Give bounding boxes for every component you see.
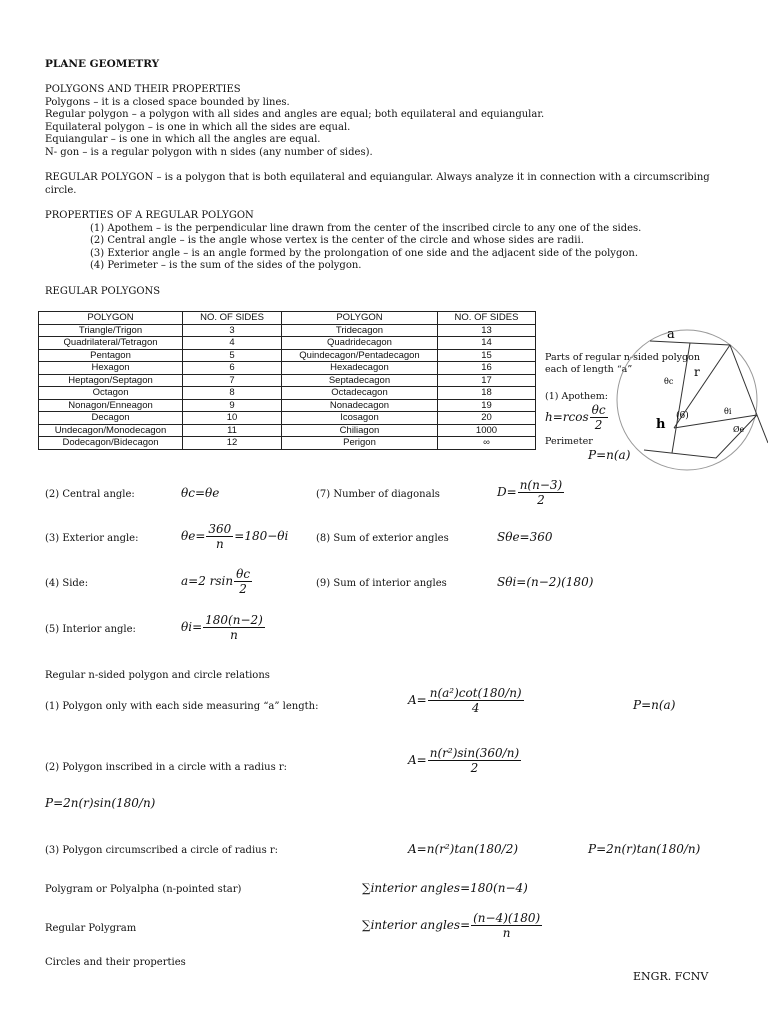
relation-1-perimeter: P=n(a) <box>633 698 676 712</box>
table-cell: Octadecagon <box>282 387 438 400</box>
side-label-a: a <box>667 327 675 342</box>
table-cell: 3 <box>183 324 282 337</box>
table-row <box>39 362 536 375</box>
table-cell: Septadecagon <box>282 374 438 387</box>
property-item: (2) Central angle – is the angle whose vertex is the center of the circle and whose sides are radii. <box>90 235 584 247</box>
side-label: (4) Side: <box>45 578 89 589</box>
table-cell: Quadridecagon <box>282 337 438 350</box>
apothem-label-h: h <box>656 417 666 432</box>
table-cell: Octagon <box>39 387 183 400</box>
table-row <box>39 412 536 425</box>
table-row <box>39 387 536 400</box>
fraction-denominator: n <box>230 628 238 642</box>
perimeter-label: Perimeter <box>545 436 593 447</box>
fraction-numerator: 360 <box>208 522 232 536</box>
interior-angle-label: (5) Interior angle: <box>45 624 136 635</box>
circumscribing-circle <box>617 330 757 470</box>
table-cell: Tridecagon <box>282 324 438 337</box>
table-cell: 1000 <box>437 424 535 437</box>
fraction-denominator: n <box>215 537 224 551</box>
table-cell: ∞ <box>437 437 535 450</box>
relation-3-perimeter: P=2n(r)tan(180/n) <box>588 842 701 856</box>
formula-text: h=rcos <box>545 410 589 424</box>
relation-3-area: A=n(r²)tan(180/2) <box>408 842 519 856</box>
relation-2-perimeter: P=2n(r)sin(180/n) <box>45 796 156 810</box>
table-row <box>39 399 536 412</box>
interior-angle-formula <box>181 613 266 642</box>
fraction-denominator: 2 <box>239 582 247 596</box>
parts-line: Parts of regular n-sided polygon <box>545 352 700 363</box>
formula-text: A= <box>408 753 427 767</box>
table-cell: Quadrilateral/Tetragon <box>39 337 183 350</box>
exterior-angle-label: Øe <box>733 425 745 434</box>
central-angle-formula: θc=θe <box>181 486 220 500</box>
col-header: NO. OF SIDES <box>183 312 282 325</box>
central-angle-label: θc <box>664 377 674 386</box>
table-row <box>39 324 536 337</box>
page-title: PLANE GEOMETRY <box>45 58 160 70</box>
fraction-numerator: n(a²)cot(180/n) <box>429 686 522 700</box>
table-cell: 13 <box>437 324 535 337</box>
definition-line: Regular polygon – a polygon with all sides and angles are equal; both equilateral and equiangular. <box>45 109 545 121</box>
table-row <box>39 349 536 362</box>
sum-interior-formula: Sθi=(n−2)(180) <box>497 575 594 589</box>
table-heading: REGULAR POLYGONS <box>45 286 161 297</box>
col-header: POLYGON <box>282 312 438 325</box>
property-item: (1) Apothem – is the perpendicular line drawn from the center of the inscribed circle to any one of the sides. <box>90 222 642 234</box>
table-cell: 6 <box>183 362 282 375</box>
sum-exterior-formula: Sθe=360 <box>497 530 553 544</box>
definition-line: N- gon – is a regular polygon with n sides (any number of sides). <box>45 146 373 158</box>
formula-text: θi= <box>181 620 203 634</box>
table-cell: Heptagon/Septagon <box>39 374 183 387</box>
table-cell: Hexadecagon <box>282 362 438 375</box>
formula-text: a=2 rsin <box>181 574 234 588</box>
table-cell: 10 <box>183 412 282 425</box>
section-heading: POLYGONS AND THEIR PROPERTIES <box>45 84 241 95</box>
table-cell: 8 <box>183 387 282 400</box>
definition-line: REGULAR POLYGON – is a polygon that is both equilateral and equiangular. Always analyze it in connection with a circumscribing <box>45 172 710 183</box>
table-cell: Undecagon/Monodecagon <box>39 424 183 437</box>
regular-polygon-definition <box>45 172 710 197</box>
table-cell: 14 <box>437 337 535 350</box>
table-cell: Dodecagon/Bidecagon <box>39 437 183 450</box>
table-cell: 19 <box>437 399 535 412</box>
table-cell: 20 <box>437 412 535 425</box>
table-row <box>39 337 536 350</box>
apothem-line <box>672 343 690 453</box>
property-item: (4) Perimeter – is the sum of the sides of the polygon. <box>90 260 362 272</box>
diagonals-formula <box>497 478 565 507</box>
table-cell: Icosagon <box>282 412 438 425</box>
regular-polygram-label: Regular Polygram <box>45 923 137 934</box>
table-cell: 4 <box>183 337 282 350</box>
fraction-numerator: 180(n−2) <box>205 613 263 627</box>
table-cell: 9 <box>183 399 282 412</box>
fraction-denominator: 2 <box>594 418 603 432</box>
section-polygons <box>45 84 544 160</box>
polygon-diagram <box>612 318 768 478</box>
fraction-numerator: (n−4)(180) <box>473 911 541 925</box>
perimeter-formula: P=n(a) <box>588 448 631 462</box>
relation-1-label: (1) Polygon only with each side measuring “a” length: <box>45 701 319 712</box>
relation-2-label: (2) Polygon inscribed in a circle with a radius r: <box>45 762 288 773</box>
table-cell: Nonadecagon <box>282 399 438 412</box>
polygon-sides <box>644 341 757 458</box>
table-cell: Hexagon <box>39 362 183 375</box>
definition-line: Equilateral polygon – is one in which all the sides are equal. <box>45 121 351 133</box>
section-heading: PROPERTIES OF A REGULAR POLYGON <box>45 210 254 221</box>
property-item: (3) Exterior angle – is an angle formed by the prolongation of one side and the adjacent side of the polygon. <box>90 247 638 259</box>
interior-angle-label: θi <box>724 407 732 416</box>
exterior-angle-label: (3) Exterior angle: <box>45 533 139 544</box>
table-cell: 11 <box>183 424 282 437</box>
circle-relations-heading: Regular n-sided polygon and circle relations <box>45 670 270 681</box>
relation-1-area <box>408 686 525 715</box>
table-cell: 15 <box>437 349 535 362</box>
col-header: NO. OF SIDES <box>437 312 535 325</box>
table-cell: Quindecagon/Pentadecagon <box>282 349 438 362</box>
apothem-formula <box>545 403 609 432</box>
parts-line: each of length “a” <box>545 364 633 375</box>
label-six: (6) <box>676 411 689 421</box>
circles-heading: Circles and their properties <box>45 957 186 968</box>
formula-text: ∑interior angles= <box>362 918 471 932</box>
exterior-angle-formula <box>181 522 288 551</box>
table-cell: Chiliagon <box>282 424 438 437</box>
definition-line: circle. <box>45 184 77 196</box>
relation-3-label: (3) Polygon circumscribed a circle of radius r: <box>45 845 279 856</box>
definition-line: Equiangular – is one in which all the angles are equal. <box>45 134 321 146</box>
table-header-row <box>39 312 536 325</box>
table-row <box>39 374 536 387</box>
table-row <box>39 437 536 450</box>
table-cell: 18 <box>437 387 535 400</box>
table-row <box>39 424 536 437</box>
diagonals-label: (7) Number of diagonals <box>316 489 440 500</box>
table-cell: 16 <box>437 362 535 375</box>
table-cell: 7 <box>183 374 282 387</box>
extension-line <box>757 415 768 443</box>
fraction-denominator: 2 <box>537 493 545 507</box>
sum-interior-label: (9) Sum of interior angles <box>316 578 447 589</box>
formula-text: =180−θi <box>234 529 289 543</box>
polygram-formula: ∑interior angles=180(n−4) <box>362 881 528 895</box>
fraction-numerator: θc <box>236 567 251 581</box>
table-cell: 12 <box>183 437 282 450</box>
formula-text: θe= <box>181 529 206 543</box>
apothem-label: (1) Apothem: <box>545 391 608 402</box>
fraction-denominator: n <box>502 926 511 940</box>
fraction-numerator: n(n−3) <box>519 478 563 492</box>
definition-line: Polygons – it is a closed space bounded by lines. <box>45 96 290 108</box>
table-cell: 5 <box>183 349 282 362</box>
radius-label-r: r <box>694 365 700 379</box>
sum-exterior-label: (8) Sum of exterior angles <box>316 533 449 544</box>
table-cell: Perigon <box>282 437 438 450</box>
formula-text: D= <box>497 485 517 499</box>
table-cell: Nonagon/Enneagon <box>39 399 183 412</box>
table-cell: Decagon <box>39 412 183 425</box>
fraction-numerator: θc <box>591 403 606 417</box>
polygon-table <box>38 311 536 450</box>
table-cell: Pentagon <box>39 349 183 362</box>
polygram-label: Polygram or Polyalpha (n-pointed star) <box>45 884 242 895</box>
side-formula <box>181 567 253 596</box>
fraction-denominator: 4 <box>471 701 480 715</box>
formula-text: A= <box>408 693 427 707</box>
properties-section <box>45 210 641 273</box>
table-cell: 17 <box>437 374 535 387</box>
central-angle-label: (2) Central angle: <box>45 489 135 500</box>
table-cell: Triangle/Trigon <box>39 324 183 337</box>
regular-polygram-formula <box>362 911 543 940</box>
fraction-numerator: n(r²)sin(360/n) <box>429 746 520 760</box>
fraction-denominator: 2 <box>470 761 479 775</box>
relation-2-area <box>408 746 522 775</box>
author-signature: ENGR. FCNV <box>633 970 709 983</box>
col-header: POLYGON <box>39 312 183 325</box>
